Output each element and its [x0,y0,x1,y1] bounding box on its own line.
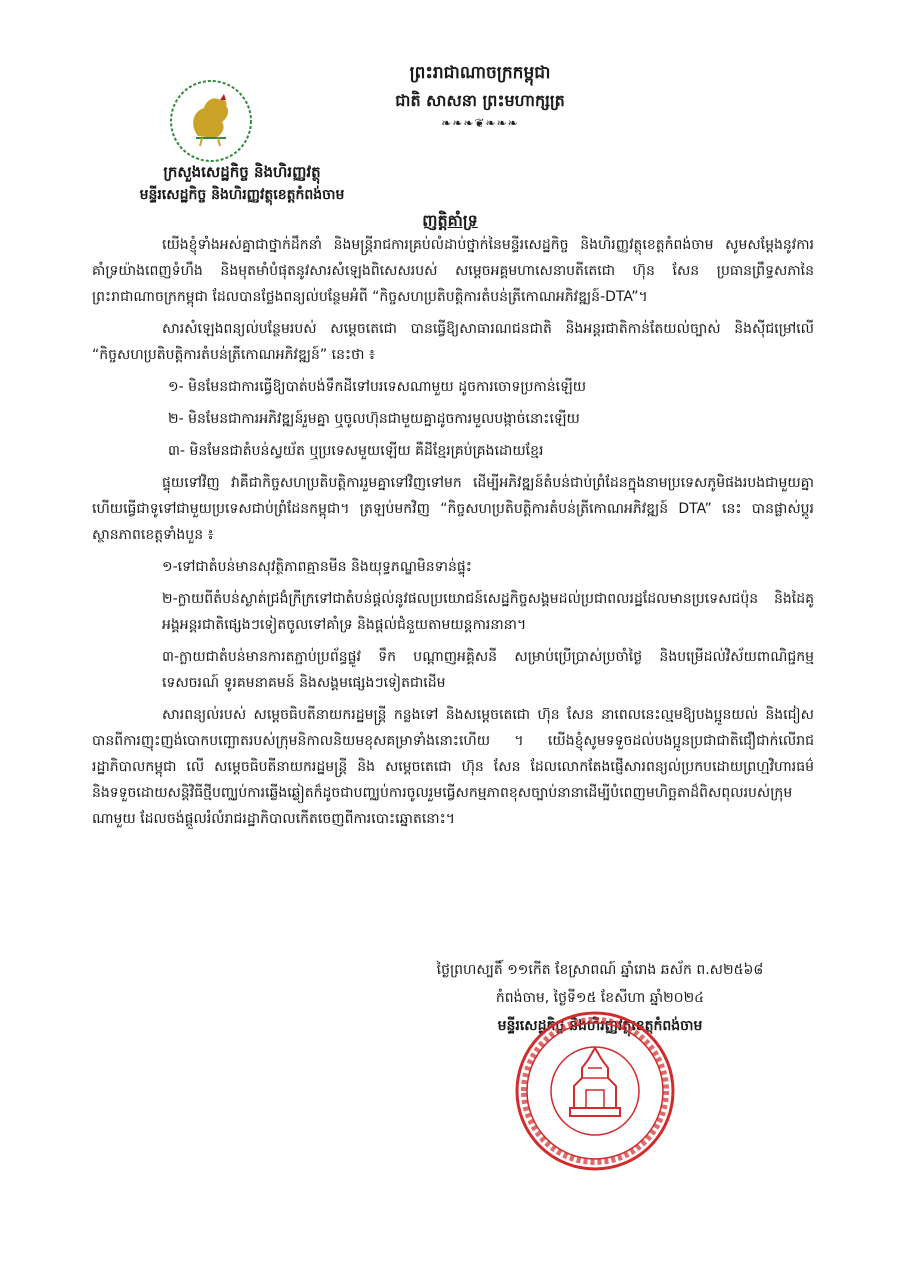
list-item: ៣- មិនមែនជាតំបន់ស្វយ័ត ឬប្រទេសមួយឡើយ គឺដីខ្មែរគ្រប់គ្រងដោយខ្មែរ [168,443,544,459]
national-motto: ជាតិ សាសនា ព្រះមហាក្សត្រ [395,91,565,110]
document-body [92,232,814,838]
paragraph-3: ផ្ទុយទៅវិញ វាគឺជាកិច្ចសហប្រតិបត្តិការរួមគ្នាទៅវិញទៅមក ដើម្បីអភិវឌ្ឍន៍តំបន់ជាប់ព្រំដែនក្នុងនាមប្រទេសភូមិផងរបងជាមួយគ្នា ហើយធ្វើជាទូទៅជាមួយប្រទេសជាប់ព្រំដែនកម្ពុជា។ ត្រឡប់មកវិញ “កិច្ចសហប្រតិបត្តិការតំបន់ត្រីកោណអភិវឌ្ឍន៍ DTA” នេះ បានផ្លាស់ប្ដូរស្ថានភាពខេត្តទាំងបួន ៖ [92,475,814,543]
kingdom-name: ព្រះរាជាណាចក្រកម្ពុជា [409,63,551,83]
document-title: ញត្តិគាំទ្រ [422,211,478,230]
list-item: ៣-ក្លាយជាតំបន់មានការតភ្ជាប់ប្រព័ន្ធផ្លូវ ទឹក បណ្ដាញអគ្គិសនី សម្រាប់ប្រើប្រាស់ប្រចាំថ្ងៃ និងបម្រើដល់វិស័យពាណិជ្ជកម្ម ទេសចរណ៍ ទូរគមនាគមន៍ និងសង្គមផ្សេងៗទៀតជាដើម [162,649,814,691]
paragraph-2: សារសំឡេងពន្យល់បន្ថែមរបស់ សម្ដេចតេជោ បានធ្វើឱ្យសាធារណជនជាតិ និងអន្តរជាតិកាន់តែយល់ច្បាស់ និងស៊ីជម្រៅលើ “កិច្ចសហប្រតិបត្តិការតំបន់ត្រីកោណអភិវឌ្ឍន៍” នេះថា ៖ [92,321,814,363]
list-item: ១- មិនមែនជាការធ្វើឱ្យបាត់បង់ទឹកដីទៅបរទេសណាមួយ ដូចការចោទប្រកាន់ឡើយ [168,379,587,395]
department-name: មន្ទីរសេដ្ឋកិច្ច និងហិរញ្ញវត្ថុខេត្តកំពង់ចាម [139,187,345,203]
official-seal-icon [512,1008,678,1174]
kingdom-heading [360,58,600,130]
ministry-name: ក្រសួងសេដ្ឋកិច្ច និងហិរញ្ញវត្ថុ [163,163,321,181]
paragraph-1: យើងខ្ញុំទាំងអស់គ្នាជាថ្នាក់ដឹកនាំ និងមន្ត្រីរាជការគ្រប់លំដាប់ថ្នាក់នៃមន្ទីរសេដ្ឋកិច្ច និងហិរញ្ញវត្ថុខេត្តកំពង់ចាម សូមសម្ដែងនូវការគាំទ្រយ៉ាងពេញទំហឹង និងមុតមាំបំផុតនូវសារសំឡេងពិសេសរបស់ សម្ដេចអគ្គមហាសេនាបតីតេជោ ហ៊ុន សែន ប្រធានព្រឹទ្ធសភានៃព្រះរាជាណាចក្រកម្ពុជា ដែលបានថ្លែងពន្យល់បន្ថែមអំពី “កិច្ចសហប្រតិបត្តិការតំបន់ត្រីកោណអភិវឌ្ឍន៍-DTA”។ [92,237,814,305]
lunar-date: ថ្ងៃព្រហស្បតិ៍ ១១កើត ខែស្រាពណ៍ ឆ្នាំរោង ឆស័ក ព.ស២៥៦៨ [436,962,764,978]
list-item: ២- មិនមែនជាការអភិវឌ្ឍន៍រួមគ្នា ឬចូលហ៊ុនជាមួយគ្នាដូចការមួលបង្កាច់នោះឡើយ [168,411,580,427]
list-item: ២-ក្លាយពីតំបន់ស្ងាត់ជ្រងំក្រីក្រទៅជាតំបន់ផ្ដល់នូវផលប្រយោជន៍សេដ្ឋកិច្ចសង្គមដល់ប្រជាពលរដ្ឋដែលមានប្រទេសជប៉ុន និងដៃគូអង្គអន្តរជាតិផ្សេងៗទៀតចូលទៅគាំទ្រ និងផ្ដល់ជំនួយតាមយន្តការនានា។ [162,591,814,633]
signatory: មន្ទីរសេដ្ឋកិច្ច និងហិរញ្ញវត្ថុខេត្តកំពង់ចាម [497,1018,703,1034]
place-date: កំពង់ចាម, ថ្ងៃទី១៥ ខែសីហា ឆ្នាំ២០២៤ [495,990,705,1006]
paragraph-4: សារពន្យល់របស់ សម្ដេចធិបតីនាយករដ្ឋមន្ត្រី កន្លងទៅ និងសម្ដេចតេជោ ហ៊ុន សែន នាពេលនេះល្មមឱ្យបងប្អូនយល់ និងជៀសបានពីការញុះញង់បោកបញ្ឆោតរបស់ក្រុមនិកាលនិយមខុសគម្រាទាំងនោះហើយ ។ យើងខ្ញុំសូមទទួចដល់បងប្អូនប្រជាជាតិជឿជាក់លើរាជរដ្ឋាភិបាលកម្ពុជា លើ សម្ដេចធិបតីនាយករដ្ឋមន្ត្រី និង សម្ដេចតេជោ ហ៊ុន សែន ដែលលោកតែងផ្ញើសារពន្យល់ប្រកបដោយព្រហ្មវិហារធម៌ និងទទួចដោយសន្តិវិធីថ្មីបញ្ឈប់ការឆ្លើងឆ្លៀតក៏ដូចជាបញ្ឈប់ការចូលរួមធ្វើសកម្មភាពខុសច្បាប់នានាដើម្បីបំពេញមហិច្ឆតាដ៏ពិសពុលរបស់ក្រុមណាមួយ ដែលចង់ផ្ដួលរំលំរាជរដ្ឋាភិបាលកើតចេញពីការបោះឆ្នោតនោះ។ [92,707,814,827]
list-item: ១-ទៅជាតំបន់មានសុវត្ថិភាពគ្មានមីន និងយុទ្ធភណ្ឌមិនទាន់ផ្ទុះ [162,559,472,575]
rooster-emblem-icon [168,78,254,164]
ornament-divider: ❧❧❧❦❧❧❧ [441,116,519,130]
ministry-heading [92,160,392,206]
